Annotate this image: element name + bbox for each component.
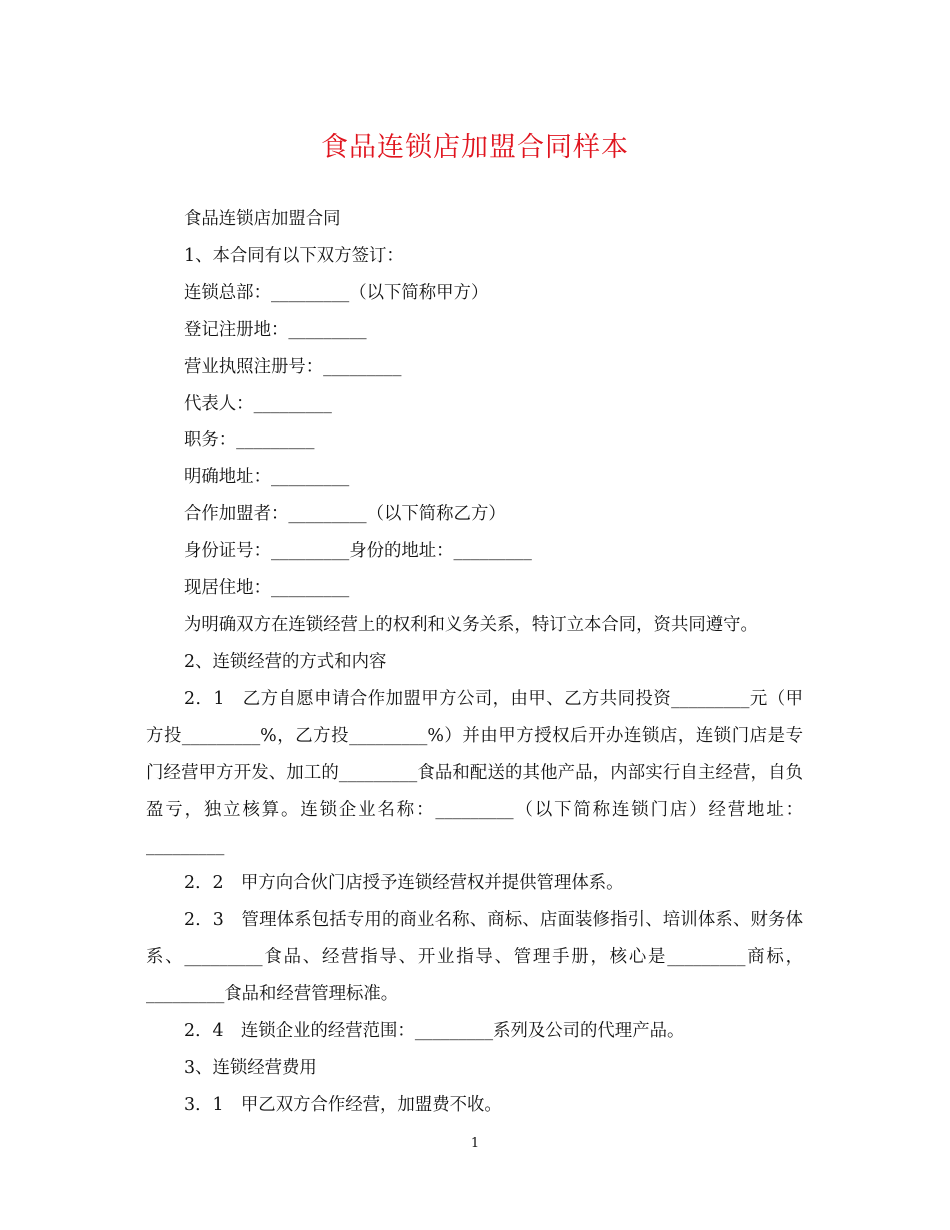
- clause-3-1: 3．1 甲乙双方合作经营，加盟费不收。: [184, 1094, 502, 1115]
- license-number-line: 营业执照注册号：_________: [184, 356, 402, 377]
- document-title: 食品连锁店加盟合同样本: [321, 132, 629, 163]
- residence-line: 现居住地：_________: [184, 578, 350, 599]
- headquarters-line: 连锁总部：_________（以下简称甲方）: [184, 282, 489, 303]
- document-body: [146, 201, 803, 1124]
- position-line: 职务：_________: [184, 430, 315, 451]
- representative-line: 代表人：_________: [184, 393, 332, 414]
- clause-2-2: 2．2 甲方向合伙门店授予连锁经营权并提供管理体系。: [184, 873, 624, 894]
- parties-intro-line: 1、本合同有以下双方签订：: [184, 245, 404, 266]
- page-number: 1: [470, 1136, 480, 1151]
- section-2-heading: 2、连锁经营的方式和内容: [184, 651, 387, 672]
- contract-name-line: 食品连锁店加盟合同: [184, 209, 341, 229]
- clause-2-4: 2．4 连锁企业的经营范围：_________系列及公司的代理产品。: [184, 1020, 685, 1041]
- section-3-heading: 3、连锁经营费用: [184, 1057, 317, 1078]
- franchisee-line: 合作加盟者：_________（以下简称乙方）: [184, 504, 506, 525]
- purpose-paragraph: 为明确双方在连锁经营上的权利和义务关系，特订立本合同，资共同遵守。: [184, 614, 758, 635]
- clause-2-1: 2．1 乙方自愿申请合作加盟甲方公司，由甲、乙方共同投资_________元（甲方投_________%，乙方投_________%）并由甲方授权后开办连锁店，连锁门店是专门经营甲方开发、加工的_________食品和配送的其他产品，内部实行自主经营，自负盈亏，独立核算。连锁企业名称：_________（以下简称连锁门店）经营地址：_________: [146, 688, 803, 857]
- clause-2-3: 2．3 管理体系包括专用的商业名称、商标、店面装修指引、培训体系、财务体系、_________食品、经营指导、开业指导、管理手册，核心是_________商标，_________食品和经营管理标准。: [146, 910, 803, 1005]
- registration-place-line: 登记注册地：_________: [184, 319, 367, 340]
- address-line: 明确地址：_________: [184, 467, 350, 488]
- id-number-line: 身份证号：_________身份的地址：_________: [184, 541, 532, 562]
